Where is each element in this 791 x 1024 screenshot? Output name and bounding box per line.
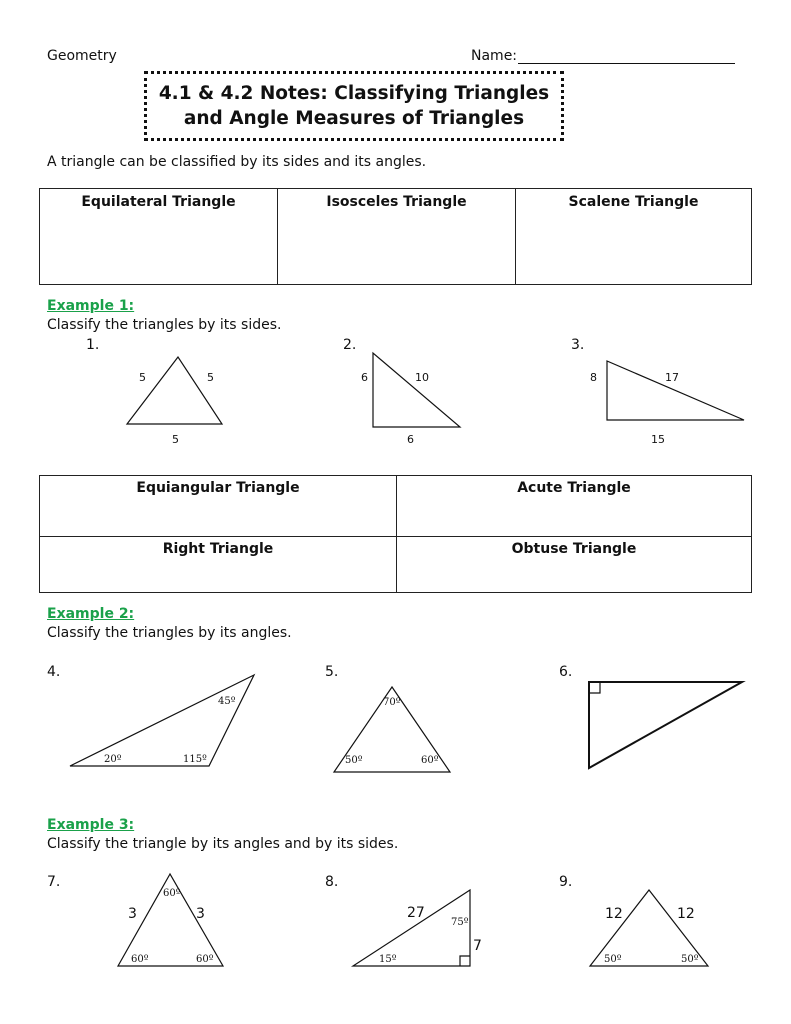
example-1-figures [0, 340, 791, 460]
title-box [144, 71, 564, 141]
triangle-2-label-left: 6 [361, 371, 368, 384]
triangle-2-shape [373, 353, 460, 427]
triangle-8-figure [353, 890, 482, 966]
intro-text: A triangle can be classified by its sides and its angles. [47, 154, 427, 170]
triangle-3-label-bottom: 15 [651, 433, 665, 446]
example-3-label: Example 3: [47, 817, 135, 833]
title-line-2: and Angle Measures of Triangles [183, 108, 525, 129]
triangle-3-figure [590, 361, 744, 446]
triangle-7-angle-top: 60º [163, 888, 181, 899]
problem-1-number: 1. [86, 337, 100, 353]
triangle-3-shape [607, 361, 744, 420]
cell-scalene[interactable]: Scalene Triangle [516, 189, 752, 285]
triangle-3-label-hyp: 17 [665, 371, 679, 384]
cell-isosceles[interactable]: Isosceles Triangle [278, 189, 516, 285]
triangle-5-figure [334, 687, 450, 772]
triangle-8-angle-top: 75º [451, 917, 469, 928]
name-label: Name: [471, 48, 518, 64]
triangle-8-side-right: 7 [473, 938, 482, 954]
triangle-4-angle-left: 20º [104, 754, 122, 765]
problem-3-number: 3. [571, 337, 585, 353]
triangle-2-label-hyp: 10 [415, 371, 429, 384]
example-1-label: Example 1: [47, 298, 135, 314]
triangle-1-shape [127, 357, 222, 424]
triangle-4-shape [70, 675, 254, 766]
title-line-1: 4.1 & 4.2 Notes: Classifying Triangles [158, 83, 550, 104]
triangle-5-angle-left: 50º [345, 755, 363, 766]
sides-table [39, 188, 752, 285]
triangle-5-angle-right: 60º [421, 755, 439, 766]
problem-5-number: 5. [325, 664, 339, 680]
cell-obtuse[interactable]: Obtuse Triangle [397, 537, 752, 593]
triangle-8-side-hyp: 27 [407, 905, 425, 921]
problem-2-number: 2. [343, 337, 357, 353]
triangle-8-shape [353, 890, 470, 966]
example-3-figures [0, 870, 791, 980]
triangle-9-figure [590, 890, 708, 966]
example-2-figures [0, 665, 791, 780]
name-field[interactable] [471, 48, 735, 64]
example-3-instruction: Classify the triangle by its angles and by its sides. [47, 836, 399, 852]
subject-label: Geometry [47, 48, 117, 64]
cell-equilateral[interactable]: Equilateral Triangle [40, 189, 278, 285]
triangle-8-angle-left: 15º [379, 954, 397, 965]
problem-4-number: 4. [47, 664, 61, 680]
triangle-7-side-left: 3 [128, 906, 137, 922]
triangle-6-shape [589, 682, 742, 768]
example-2-instruction: Classify the triangles by its angles. [47, 625, 292, 641]
angles-table [39, 475, 752, 593]
triangle-9-angle-right: 50º [681, 954, 699, 965]
triangle-4-angle-obtuse: 115º [183, 754, 207, 765]
triangle-7-angle-left: 60º [131, 954, 149, 965]
triangle-1-label-bottom: 5 [172, 433, 179, 446]
cell-acute[interactable]: Acute Triangle [397, 476, 752, 537]
triangle-4-figure [70, 675, 254, 766]
triangle-2-figure [361, 353, 460, 446]
cell-right[interactable]: Right Triangle [40, 537, 397, 593]
problem-7-number: 7. [47, 874, 61, 890]
name-blank-line[interactable] [518, 49, 735, 64]
triangle-2-label-bottom: 6 [407, 433, 414, 446]
cell-equiangular[interactable]: Equiangular Triangle [40, 476, 397, 537]
triangle-1-label-right: 5 [207, 371, 214, 384]
triangle-1-figure [127, 357, 222, 446]
triangle-4-angle-top: 45º [218, 696, 236, 707]
triangle-6-figure [589, 682, 742, 768]
problem-9-number: 9. [559, 874, 573, 890]
triangle-9-side-left: 12 [605, 906, 623, 922]
problem-8-number: 8. [325, 874, 339, 890]
triangle-7-figure [118, 874, 223, 966]
triangle-7-angle-right: 60º [196, 954, 214, 965]
triangle-9-side-right: 12 [677, 906, 695, 922]
triangle-3-label-left: 8 [590, 371, 597, 384]
triangle-1-label-left: 5 [139, 371, 146, 384]
right-angle-marker [589, 682, 600, 693]
problem-6-number: 6. [559, 664, 573, 680]
example-1-instruction: Classify the triangles by its sides. [47, 317, 282, 333]
triangle-9-angle-left: 50º [604, 954, 622, 965]
triangle-8-right-angle-marker [460, 956, 470, 966]
triangle-5-angle-top: 70º [383, 697, 401, 708]
triangle-7-side-right: 3 [196, 906, 205, 922]
example-2-label: Example 2: [47, 606, 135, 622]
